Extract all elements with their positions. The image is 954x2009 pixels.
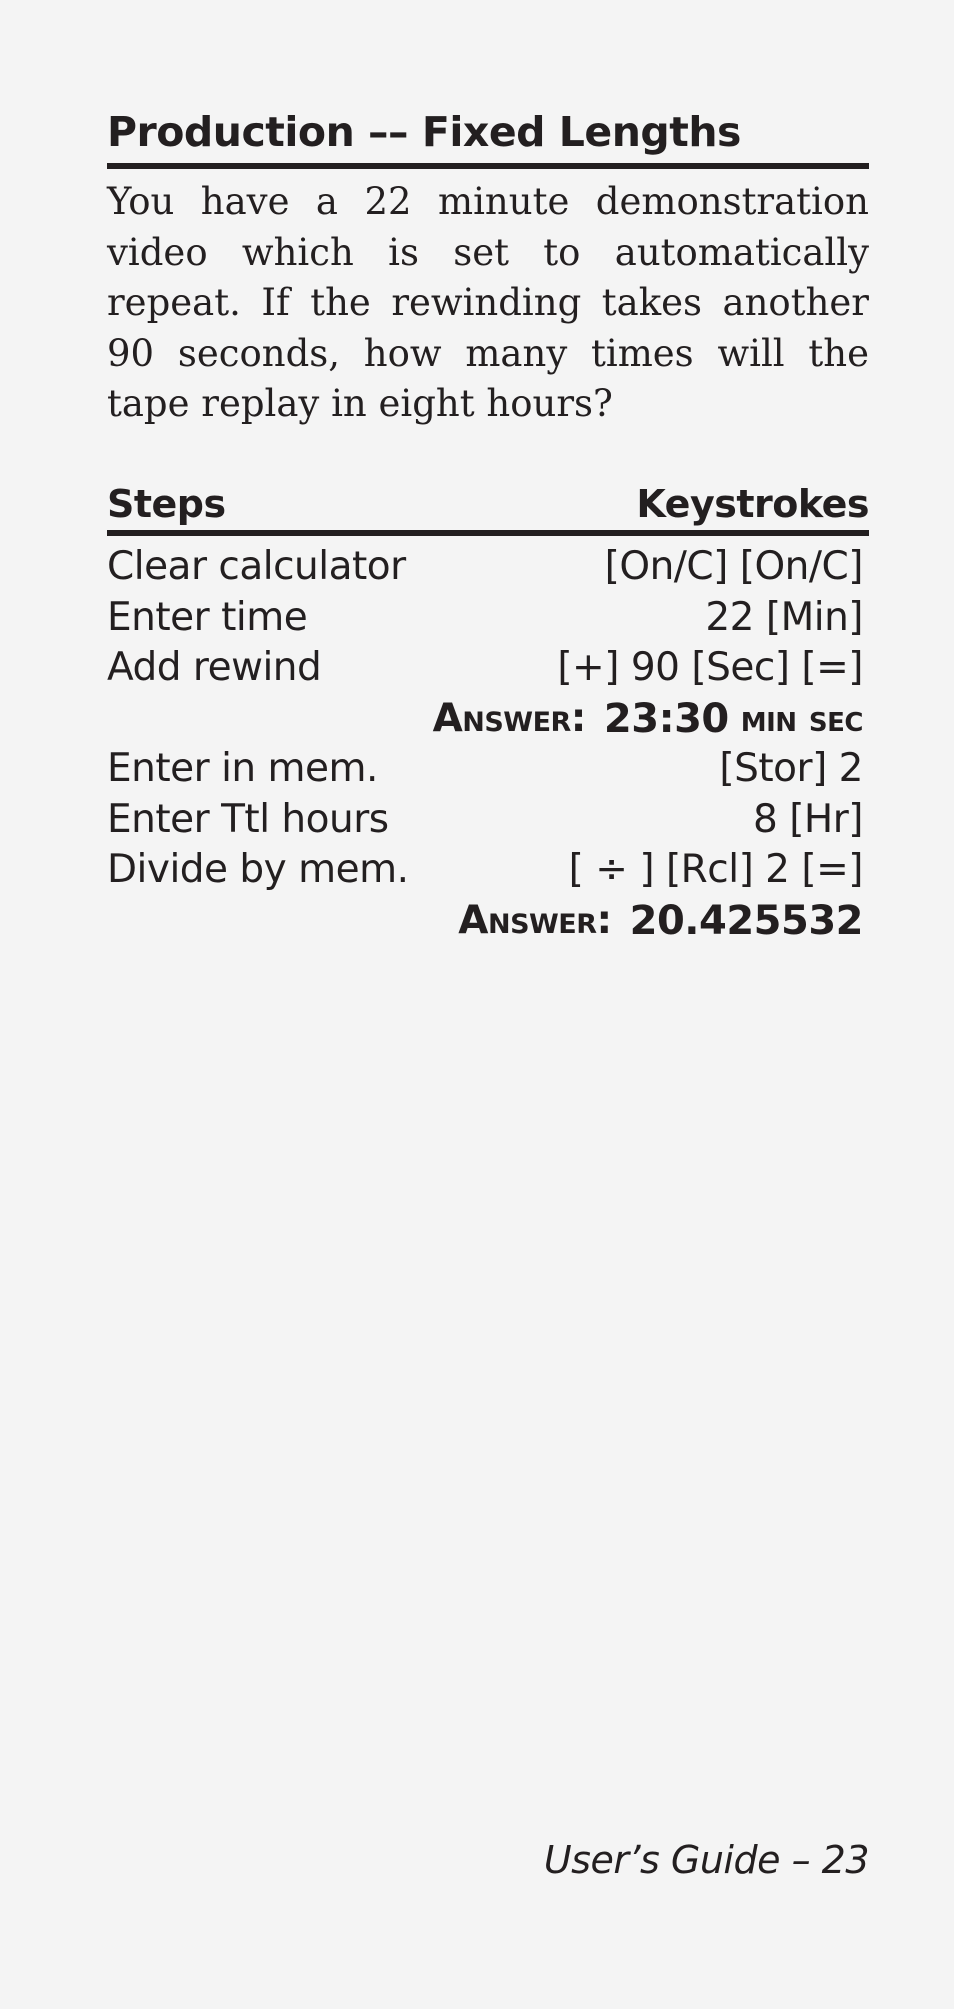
steps-table-header: [107, 482, 869, 537]
answer-label: Answer:: [458, 897, 612, 943]
keystroke-sequence: 22 [Min]: [705, 594, 863, 640]
step-label: Clear calculator: [107, 544, 406, 590]
answer-value: 20.425532: [629, 897, 863, 944]
keystroke-sequence: [+] 90 [Sec] [=]: [557, 645, 863, 691]
step-label: Enter time: [107, 594, 308, 640]
answer-label: Answer:: [432, 695, 586, 741]
steps-table: [107, 542, 869, 946]
step-label: Add rewind: [107, 645, 322, 691]
table-row: [107, 795, 869, 846]
table-row: [107, 643, 869, 694]
answer-unit: min sec: [740, 696, 863, 740]
answer-row: [107, 896, 869, 947]
keystroke-sequence: [Stor] 2: [719, 746, 863, 792]
step-label: Enter in mem.: [107, 746, 378, 792]
keystroke-sequence: 8 [Hr]: [752, 796, 863, 842]
page-footer: User’s Guide – 23: [543, 1838, 869, 1882]
section-title: Production –– Fixed Lengths: [107, 108, 869, 169]
step-label: Divide by mem.: [107, 847, 409, 893]
keystroke-sequence: [On/C] [On/C]: [604, 544, 863, 590]
step-label: Enter Ttl hours: [107, 796, 389, 842]
table-row: [107, 593, 869, 644]
keystrokes-column-header: Keystrokes: [636, 481, 869, 526]
table-row: [107, 542, 869, 593]
steps-column-header: Steps: [107, 481, 226, 526]
table-row: [107, 744, 869, 795]
manual-page: [107, 108, 869, 946]
problem-text: You have a 22 minute demonstration video which is set to automatically repeat. If the rewinding takes another 90 seconds, how many times will the tape replay in eight hours?: [107, 180, 869, 426]
keystroke-sequence: [ ÷ ] [Rcl] 2 [=]: [568, 847, 863, 893]
answer-value: 23:30: [603, 695, 729, 742]
answer-row: [107, 694, 869, 745]
table-row: [107, 845, 869, 896]
